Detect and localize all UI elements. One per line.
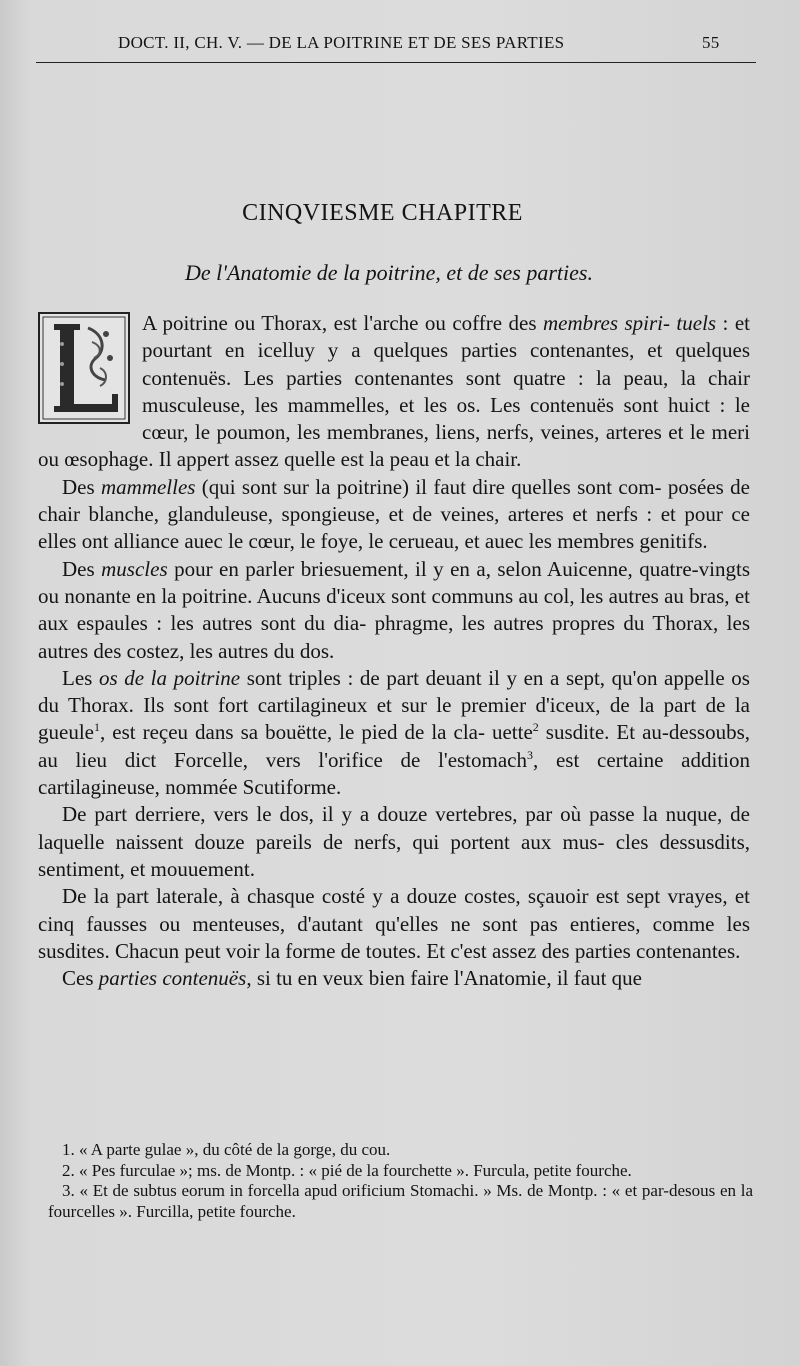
p4-text-c: , est reçeu dans sa bouëtte, le pied de la cla- uette bbox=[99, 720, 533, 745]
p4-text-e: , est certaine addition cartilagineuse, nommée Scutiforme. bbox=[38, 747, 750, 800]
p2-text-b: (qui sont sur la poitrine) il faut dire quelles sont com- posées de chair blanche, glanduleuse, spongieuse, et de veines, arteres et nerfs : et pour ce elles ont alliance auec le cœur, le foye, le cerueau, et auec les membres genitifs. bbox=[38, 474, 750, 554]
footnotes bbox=[48, 1140, 753, 1222]
p2-text-a: Des bbox=[62, 474, 101, 499]
footnote-ref-1: 1 bbox=[93, 720, 100, 735]
paragraph-2 bbox=[38, 474, 750, 556]
footnote-3: 3. « Et de subtus eorum in forcella apud orificium Stomachi. » Ms. de Montp. : « et par-desous en la fourcelles ». Furcilla, petite fourche. bbox=[48, 1181, 753, 1221]
p1-emphasis: membres spiri- tuels bbox=[543, 311, 717, 335]
p3-text-a: Des bbox=[62, 556, 102, 581]
running-title: DOCT. II, CH. V. — DE LA POITRINE ET DE SES PARTIES bbox=[118, 33, 565, 52]
paragraph-4 bbox=[38, 665, 750, 801]
ornamental-dropcap bbox=[38, 312, 130, 424]
header-rule bbox=[36, 62, 756, 63]
p4-text-d: susdite. Et au-dessoubs, au lieu dict Forcelle, vers l'orifice de l'estomach bbox=[38, 720, 750, 772]
chapter-subtitle: De l'Anatomie de la poitrine, et de ses parties. bbox=[185, 260, 593, 285]
p1-text-a: A poitrine ou Thorax, est l'arche ou coffre des bbox=[142, 311, 543, 335]
paragraph-1 bbox=[38, 310, 750, 474]
p4-text-a: Les bbox=[62, 665, 99, 690]
p4-emphasis: os de la poitrine bbox=[98, 665, 241, 690]
footnote-ref-2: 2 bbox=[532, 720, 539, 735]
p7-text-a: Ces bbox=[62, 966, 99, 991]
page-number: 55 bbox=[702, 33, 720, 52]
p3-text-b: pour en parler briesuement, il y en a, selon Auicenne, quatre-vingts ou nonante en la poitrine. Aucuns d'iceux sont communs au col, les autres au bras, et aux espaules : les autres sont du dia- phragme, les autres propres du Thorax, les autres des costez, les autres du dos. bbox=[38, 556, 750, 663]
chapter-title: CINQVIESME CHAPITRE bbox=[242, 200, 523, 226]
p1-text-b: : et pourtant en icelluy y a quelques parties contenantes, et quelques contenuës. Les parties contenantes sont quatre : la peau, la chair musculeuse, les mammelles, et les os. Les contenuës sont huict : le cœur, le poumon, les membranes, liens, nerfs, veines, arteres et le meri ou œsophage. Il appert assez quelle est la peau et la chair. bbox=[38, 311, 750, 472]
footnote-2: 2. « Pes furculae »; ms. de Montp. : « pié de la fourchette ». Furcula, petite fourche. bbox=[62, 1160, 632, 1180]
main-text bbox=[38, 310, 750, 992]
paragraph-5: De part derriere, vers le dos, il y a douze vertebres, par où passe la nuque, de laquelle naissent douze pareils de nerfs, qui portent aux mus- cles dessusdits, sentiment, et mouuement. bbox=[38, 802, 750, 881]
paragraph-6: De la part laterale, à chasque costé y a douze costes, sçauoir est sept vrayes, et cinq fausses ou menteuses, d'autant qu'elles ne sont pas entieres, comme les susdites. Chacun peut voir la forme de toutes. Et c'est assez des parties contenantes. bbox=[38, 884, 750, 963]
p7-emphasis: parties contenuës bbox=[98, 966, 247, 991]
p7-text-b: , si tu en veux bien faire l'Anatomie, il faut que bbox=[246, 966, 642, 991]
paragraph-3 bbox=[38, 556, 750, 665]
running-head bbox=[0, 30, 800, 58]
footnote-ref-3: 3 bbox=[527, 747, 533, 762]
p3-emphasis: muscles bbox=[101, 556, 168, 581]
footnote-1: 1. « A parte gulae », du côté de la gorge, du cou. bbox=[62, 1140, 391, 1159]
dropcap-l-icon bbox=[40, 314, 128, 422]
p2-emphasis: mammelles bbox=[100, 474, 196, 499]
paragraph-7 bbox=[38, 965, 750, 992]
p4-text-b: sont triples : de part deuant il y en a sept, qu'on appelle os du Thorax. Ils sont fort cartilagineux et sur le premier d'iceux, de la part de la gueule bbox=[38, 665, 750, 745]
